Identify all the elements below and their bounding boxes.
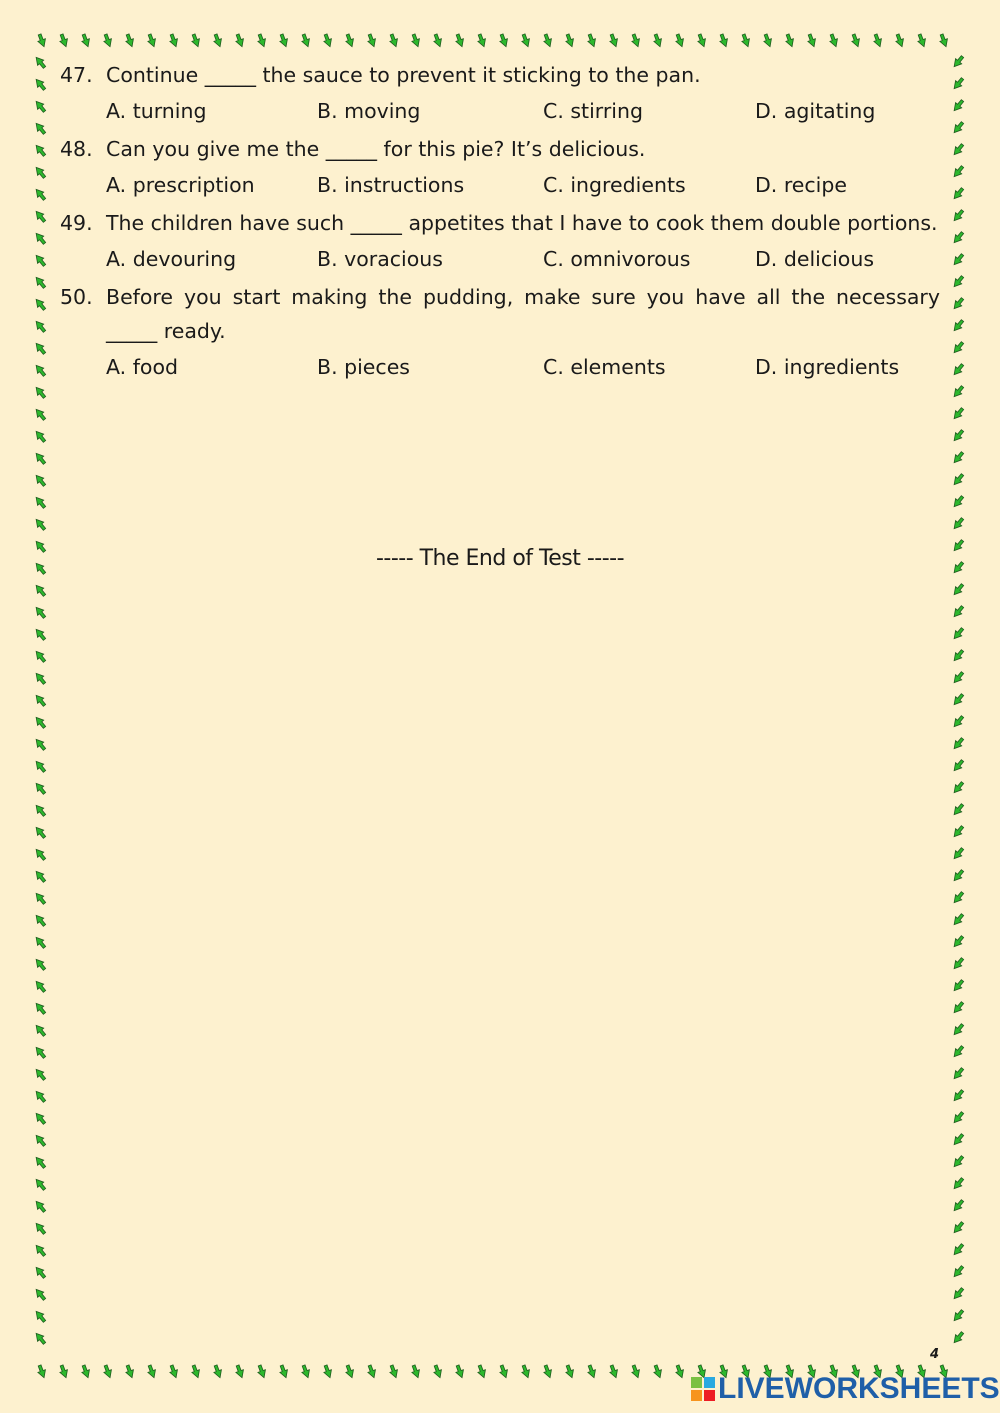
option-b[interactable]: B. voracious	[317, 247, 443, 271]
border-arrow	[951, 1066, 965, 1081]
border-arrow	[410, 33, 422, 48]
border-arrow	[696, 33, 708, 48]
border-arrow	[432, 33, 444, 48]
border-arrow	[33, 451, 47, 466]
border-arrow	[784, 33, 796, 48]
border-arrow	[33, 1199, 47, 1214]
border-arrow	[33, 363, 47, 378]
border-arrow	[33, 979, 47, 994]
border-arrow	[33, 671, 47, 686]
border-arrow	[542, 33, 554, 48]
border-arrow	[33, 1001, 47, 1016]
border-arrow	[951, 824, 965, 839]
brand-text: LIVEWORKSHEETS	[718, 1372, 1000, 1405]
answer-options	[60, 240, 940, 278]
border-arrow	[652, 33, 664, 48]
option-b[interactable]: B. moving	[317, 99, 421, 123]
border-arrow	[951, 1044, 965, 1059]
border-arrow	[498, 1364, 510, 1379]
border-arrow	[33, 231, 47, 246]
border-arrow	[951, 582, 965, 597]
border-arrow	[951, 1132, 965, 1147]
border-arrow	[951, 208, 965, 223]
answer-options	[60, 166, 940, 204]
question-number: 48.	[60, 137, 93, 161]
border-arrow	[33, 55, 47, 70]
border-arrow	[608, 1364, 620, 1379]
border-arrow	[190, 33, 202, 48]
border-arrow	[33, 1155, 47, 1170]
border-arrow	[33, 1133, 47, 1148]
border-arrow	[564, 33, 576, 48]
border-arrow	[951, 142, 965, 157]
border-arrow	[951, 1286, 965, 1301]
border-arrow	[951, 604, 965, 619]
border-arrow	[951, 890, 965, 905]
border-arrow	[322, 33, 334, 48]
border-arrow	[850, 33, 862, 48]
border-arrow	[951, 494, 965, 509]
border-arrow	[388, 1364, 400, 1379]
border-arrow	[476, 1364, 488, 1379]
border-arrow	[278, 1364, 290, 1379]
border-arrow	[124, 1364, 136, 1379]
border-arrow	[212, 1364, 224, 1379]
border-arrow	[168, 1364, 180, 1379]
border-arrow	[146, 1364, 158, 1379]
border-arrow	[33, 1243, 47, 1258]
border-arrow	[33, 759, 47, 774]
border-arrow	[146, 33, 158, 48]
border-arrow	[674, 33, 686, 48]
border-arrow	[33, 143, 47, 158]
border-arrow	[168, 33, 180, 48]
option-a[interactable]: A. devouring	[106, 247, 237, 271]
question-number: 47.	[60, 63, 93, 87]
border-arrow	[33, 319, 47, 334]
border-arrow	[951, 1022, 965, 1037]
border-arrow	[674, 1364, 686, 1379]
option-a[interactable]: A. turning	[106, 99, 207, 123]
border-arrow	[951, 76, 965, 91]
option-a[interactable]: A. prescription	[106, 173, 255, 197]
border-arrow	[33, 1265, 47, 1280]
option-d[interactable]: D. ingredients	[755, 355, 900, 379]
border-arrow	[630, 1364, 642, 1379]
border-arrow	[951, 384, 965, 399]
border-arrow	[344, 1364, 356, 1379]
border-arrow	[33, 913, 47, 928]
border-arrow	[951, 802, 965, 817]
question-50	[60, 280, 940, 348]
border-arrow	[102, 33, 114, 48]
border-arrow	[33, 165, 47, 180]
border-arrow	[33, 473, 47, 488]
border-arrow	[344, 33, 356, 48]
border-arrow	[366, 33, 378, 48]
border-arrow	[33, 121, 47, 136]
border-arrow	[951, 758, 965, 773]
border-arrow	[951, 670, 965, 685]
border-arrow	[951, 736, 965, 751]
border-arrow	[33, 253, 47, 268]
border-arrow	[33, 605, 47, 620]
border-arrow	[630, 33, 642, 48]
border-arrow	[212, 33, 224, 48]
border-arrow	[33, 1045, 47, 1060]
border-arrow	[951, 516, 965, 531]
border-arrow	[256, 1364, 268, 1379]
border-arrow	[951, 780, 965, 795]
border-arrow	[762, 33, 774, 48]
option-c[interactable]: C. stirring	[543, 99, 643, 123]
border-arrow	[33, 935, 47, 950]
border-arrow	[564, 1364, 576, 1379]
border-arrow	[951, 406, 965, 421]
border-arrow	[33, 407, 47, 422]
option-d[interactable]: D. recipe	[755, 173, 847, 197]
border-arrow	[872, 33, 884, 48]
border-arrow	[33, 715, 47, 730]
option-b[interactable]: B. pieces	[317, 355, 410, 379]
border-arrow	[951, 318, 965, 333]
border-arrow	[951, 1154, 965, 1169]
question-text: The children have such _____ appetites that I have to cook them double portions.	[106, 211, 938, 235]
border-arrow	[951, 868, 965, 883]
border-arrow	[322, 1364, 334, 1379]
border-arrow	[33, 1111, 47, 1126]
border-arrow	[951, 472, 965, 487]
border-arrow	[80, 33, 92, 48]
border-arrow	[33, 649, 47, 664]
border-arrow	[33, 869, 47, 884]
border-arrow	[951, 846, 965, 861]
border-arrow	[951, 450, 965, 465]
border-arrow	[33, 209, 47, 224]
border-arrow	[33, 297, 47, 312]
border-arrow	[951, 626, 965, 641]
border-arrow	[951, 1242, 965, 1257]
border-arrow	[33, 1331, 47, 1346]
border-arrow	[33, 99, 47, 114]
border-arrow	[586, 1364, 598, 1379]
border-arrow	[476, 33, 488, 48]
border-arrow	[33, 429, 47, 444]
border-arrow	[586, 33, 598, 48]
border-arrow	[454, 33, 466, 48]
border-arrow	[951, 648, 965, 663]
border-arrow	[33, 187, 47, 202]
border-arrow	[951, 1330, 965, 1345]
border-arrow	[102, 1364, 114, 1379]
border-arrow	[951, 956, 965, 971]
border-arrow	[58, 33, 70, 48]
border-arrow	[951, 1198, 965, 1213]
border-arrow	[33, 1067, 47, 1082]
border-arrow	[366, 1364, 378, 1379]
border-arrow	[80, 1364, 92, 1379]
border-arrow	[410, 1364, 422, 1379]
question-text: Can you give me the _____ for this pie? It’s delicious.	[106, 137, 646, 161]
border-arrow	[33, 77, 47, 92]
option-a[interactable]: A. food	[106, 355, 179, 379]
border-arrow	[520, 1364, 532, 1379]
border-arrow	[33, 825, 47, 840]
border-arrow	[938, 33, 950, 48]
question-48	[60, 132, 940, 166]
border-arrow	[300, 33, 312, 48]
border-arrow	[36, 1364, 48, 1379]
border-arrow	[951, 934, 965, 949]
border-arrow	[951, 120, 965, 135]
border-arrow	[33, 583, 47, 598]
border-arrow	[951, 54, 965, 69]
border-arrow	[951, 362, 965, 377]
border-arrow	[951, 428, 965, 443]
border-arrow	[951, 98, 965, 113]
border-arrow	[498, 33, 510, 48]
end-of-test-label: ----- The End of Test -----	[375, 546, 625, 571]
border-arrow	[916, 33, 928, 48]
border-arrow	[388, 33, 400, 48]
border-arrow	[36, 33, 48, 48]
border-arrow	[33, 957, 47, 972]
border-arrow	[951, 274, 965, 289]
border-arrow	[33, 847, 47, 862]
border-arrow	[951, 1110, 965, 1125]
border-arrow	[33, 781, 47, 796]
answer-options	[60, 348, 940, 386]
border-arrow	[124, 33, 136, 48]
option-c[interactable]: C. elements	[543, 355, 666, 379]
question-text: Before you start making the pudding, make sure you have all the necessary _____ ready.	[106, 285, 940, 343]
border-arrow	[234, 33, 246, 48]
page-number: 4	[930, 1347, 940, 1362]
border-arrow	[740, 33, 752, 48]
border-arrow	[951, 296, 965, 311]
border-arrow	[828, 33, 840, 48]
border-arrow	[33, 517, 47, 532]
border-arrow	[58, 1364, 70, 1379]
border-arrow	[256, 33, 268, 48]
border-arrow	[33, 1023, 47, 1038]
border-arrow	[894, 33, 906, 48]
question-number: 49.	[60, 211, 93, 235]
border-arrow	[33, 1177, 47, 1192]
border-arrow	[542, 1364, 554, 1379]
border-arrow	[33, 385, 47, 400]
border-arrow	[951, 186, 965, 201]
border-arrow	[33, 275, 47, 290]
border-arrow	[806, 33, 818, 48]
border-arrow	[951, 1000, 965, 1015]
border-arrow	[951, 1220, 965, 1235]
border-arrow	[951, 1176, 965, 1191]
border-arrow	[951, 230, 965, 245]
border-arrow	[951, 692, 965, 707]
option-c[interactable]: C. omnivorous	[543, 247, 691, 271]
border-arrow	[33, 1089, 47, 1104]
border-arrow	[951, 1264, 965, 1279]
border-arrow	[520, 33, 532, 48]
border-arrow	[33, 627, 47, 642]
border-arrow	[951, 340, 965, 355]
question-text: Continue _____ the sauce to prevent it sticking to the pan.	[106, 63, 701, 87]
border-arrow	[718, 33, 730, 48]
border-arrow	[652, 1364, 664, 1379]
border-arrow	[33, 891, 47, 906]
option-d[interactable]: D. agitating	[755, 99, 876, 123]
border-arrow	[278, 33, 290, 48]
border-arrow	[951, 252, 965, 267]
question-49	[60, 206, 940, 240]
border-arrow	[33, 1221, 47, 1236]
border-arrow	[33, 1287, 47, 1302]
question-number: 50.	[60, 285, 93, 309]
border-arrow	[33, 495, 47, 510]
question-list	[60, 58, 940, 386]
border-arrow	[951, 1088, 965, 1103]
border-arrow	[951, 978, 965, 993]
border-arrow	[608, 33, 620, 48]
border-arrow	[300, 1364, 312, 1379]
border-arrow	[33, 737, 47, 752]
border-arrow	[951, 912, 965, 927]
border-arrow	[951, 164, 965, 179]
option-b[interactable]: B. instructions	[317, 173, 465, 197]
answer-options	[60, 92, 940, 130]
border-arrow	[33, 693, 47, 708]
border-arrow	[951, 714, 965, 729]
border-arrow	[33, 341, 47, 356]
border-arrow	[951, 1308, 965, 1323]
liveworksheets-logo-icon	[690, 1376, 716, 1402]
border-arrow	[33, 803, 47, 818]
option-d[interactable]: D. delicious	[755, 247, 875, 271]
border-arrow	[33, 1309, 47, 1324]
question-47	[60, 58, 940, 92]
option-c[interactable]: C. ingredients	[543, 173, 686, 197]
border-arrow	[432, 1364, 444, 1379]
brand-watermark	[690, 1372, 1000, 1406]
border-arrow	[190, 1364, 202, 1379]
border-arrow	[454, 1364, 466, 1379]
border-arrow	[234, 1364, 246, 1379]
